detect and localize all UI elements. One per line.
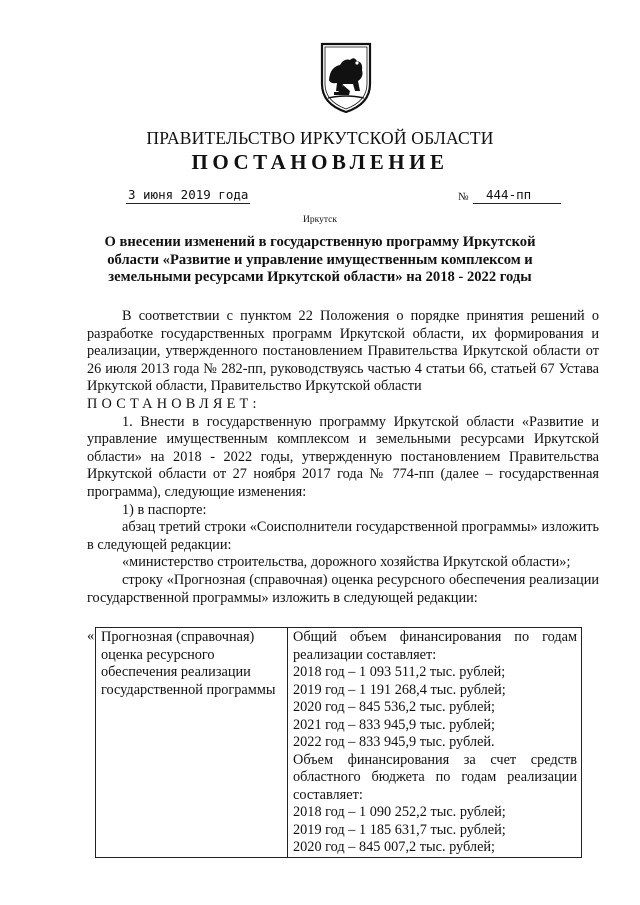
number-sign: № (458, 191, 469, 203)
paragraph-b: «министерство строительства, дорожного хозяйства Иркутской области»; (122, 554, 571, 571)
resolves-word: ПОСТАНОВЛЯЕТ: (87, 395, 261, 412)
number-underline (473, 203, 561, 204)
document-body (87, 308, 599, 607)
financing-line: 2018 год – 1 093 511,2 тыс. рублей; (293, 664, 506, 680)
opening-quote: « (87, 628, 95, 644)
item-1-1: 1) в паспорте: (122, 501, 207, 518)
paragraph-a: абзац третий строки «Соисполнители государственной программы» изложить в следующей редакции: (87, 519, 599, 553)
document-type: ПОСТАНОВЛЕНИЕ (191, 150, 449, 174)
financing-line: 2022 год – 833 945,9 тыс. рублей. (293, 734, 495, 750)
financing-line: 2019 год – 1 191 268,4 тыс. рублей; (293, 681, 506, 698)
document-title: О внесении изменений в государственную программу Иркутской области «Развитие и управление имущественным комплексом и земельными ресурсами Иркутской области» на 2018 - 2022 годы (104, 234, 536, 285)
regional-financing-intro: Объем финансирования за счет средств областного бюджета по годам реализации составляет: (293, 751, 577, 803)
table-cell-label: Прогнозная (справочная) оценка ресурсного обеспечения реализации государственной программы (96, 628, 288, 858)
table-row (96, 628, 582, 858)
item-1: 1. Внести в государственную программу Иркутской области «Развитие и управление имущественным комплексом и земельными ресурсами Иркутской области» на 2018 - 2022 годы, утвержденную постановлением Правительства Иркутской области от 27 ноября 2017 года № 774-пп (далее – государственная программа), следующие изменения: (87, 413, 599, 500)
financing-line: 2019 год – 1 185 631,7 тыс. рублей; (293, 821, 506, 838)
preamble: В соответствии с пунктом 22 Положения о порядке принятия решений о разработке государственных программ Иркутской области, их формирования и реализации, утвержденного постановлением Правительства Иркутской области от 26 июля 2013 года № 282-пп, руководствуясь частью 4 статьи 66, статьей 67 Устава Иркутской области, Правительство Иркутской области (87, 308, 599, 395)
decree-date: 3 июня 2019 года (128, 187, 249, 202)
table-cell-financing (288, 628, 582, 858)
irkutsk-coat-of-arms-icon (316, 40, 376, 114)
financing-line: 2020 год – 845 536,2 тыс. рублей; (293, 699, 496, 715)
financing-line: 2021 год – 833 945,9 тыс. рублей; (293, 716, 496, 733)
financing-line: 2018 год – 1 090 252,2 тыс. рублей; (293, 804, 506, 820)
date-underline (126, 203, 250, 204)
city-name: Иркутск (303, 215, 337, 225)
paragraph-c: строку «Прогнозная (справочная) оценка ресурсного обеспечения реализации государственной программы» изложить в следующей редакции: (87, 571, 599, 606)
decree-number: 444-пп (486, 187, 532, 202)
total-financing-intro: Общий объем финансирования по годам реализации составляет: (293, 629, 577, 663)
government-name: ПРАВИТЕЛЬСТВО ИРКУТСКОЙ ОБЛАСТИ (146, 128, 494, 148)
financing-line: 2020 год – 845 007,2 тыс. рублей; (293, 839, 496, 855)
financing-table (95, 627, 582, 858)
